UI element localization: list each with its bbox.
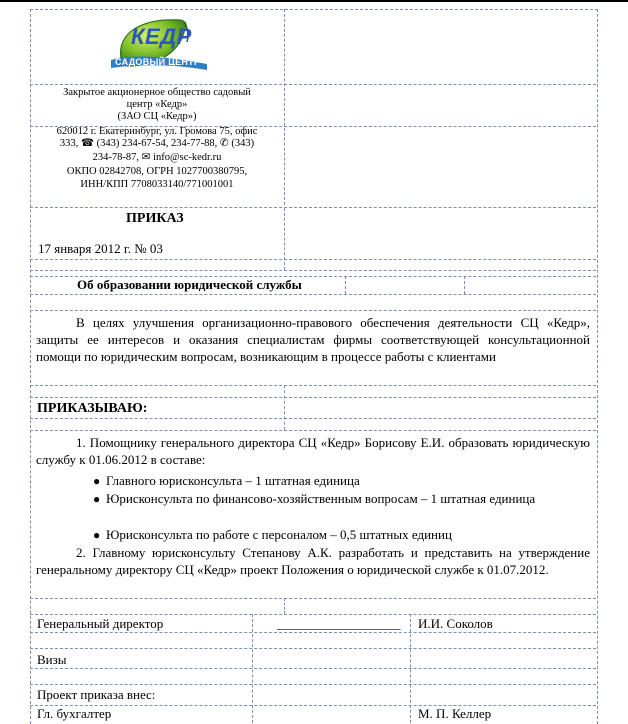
grid-line (30, 310, 596, 311)
company-name-line3: (ЗАО СЦ «Кедр») (117, 111, 197, 122)
director-name: И.И. Соколов (418, 616, 493, 631)
grid-line (284, 598, 285, 614)
order-item-2: 2. Главному юрисконсульту Степанову А.К. разработать и представить на утверждение генеральному директору СЦ «Кедр» проект Положения о юридической службе к 01.07.2012. (36, 545, 590, 577)
grid-line (30, 207, 596, 208)
order-date-number: 17 января 2012 г. № 03 (38, 241, 163, 256)
grid-line (30, 684, 596, 685)
grid-line (30, 705, 596, 706)
top-rule (0, 0, 628, 2)
grid-line (30, 270, 596, 271)
bullet-marker: ● (93, 492, 101, 506)
grid-line (30, 84, 596, 85)
grid-line (345, 276, 346, 294)
accountant-name: М. П. Келлер (418, 706, 492, 721)
company-name-line1: Закрытое акционерное общество садовый (63, 87, 251, 98)
grid-line (464, 276, 465, 294)
grid-line (30, 648, 596, 649)
grid-line (30, 418, 596, 419)
grid-line (30, 385, 596, 386)
visas-label: Визы (37, 652, 67, 667)
proposer-label: Проект приказа внес: (37, 687, 156, 702)
logo-name: КЕДР (131, 24, 192, 49)
bullet-marker: ● (93, 528, 101, 542)
grid-line (284, 9, 285, 205)
accountant-label: Гл. бухгалтер (37, 706, 112, 721)
grid-line (30, 430, 596, 431)
grid-line (284, 385, 285, 430)
grid-line (30, 668, 596, 669)
order-bullet-2: Юрисконсульта по финансово-хозяйственным вопросам – 1 штатная единица (106, 491, 536, 506)
order-title: ПРИКАЗ (126, 211, 184, 226)
company-name-line2: центр «Кедр» (126, 99, 188, 110)
company-address-line2: 333, ☎ (343) 234-67-54, 234-77-88, ✆ (343) (59, 138, 255, 149)
company-logo (103, 14, 213, 74)
company-address-line3: 234-78-87, ✉ info@sc-kedr.ru (92, 152, 222, 163)
order-bullet-1: Главного юрисконсульта – 1 штатная единица (106, 473, 360, 488)
grid-line (30, 397, 596, 398)
company-codes-line2: ИНН/КПП 7708033140/771001001 (80, 179, 234, 190)
grid-line (30, 259, 596, 260)
grid-line (30, 632, 596, 633)
logo-subtitle: САДОВЫЙ ЦЕНТР (115, 57, 201, 67)
director-label: Генеральный директор (37, 616, 164, 631)
order-bullet-3: Юрисконсульта по работе с персоналом – 0,5 штатных единиц (106, 527, 452, 542)
order-command: ПРИКАЗЫВАЮ: (37, 401, 148, 416)
company-codes-line1: ОКПО 02842708, ОГРН 1027700380795, (66, 166, 248, 177)
grid-line (30, 294, 596, 295)
order-preamble: В целях улучшения организационно-правового обеспечения деятельности СЦ «Кедр», защиты ее интересов и оказания специалистам фирмы соответствующей консультационной помощи по юридическим вопросам, возникающим в процессе работы с клиентами (36, 315, 590, 364)
grid-line (284, 208, 285, 270)
grid-line (30, 614, 596, 615)
director-signature-line: ___________________ (277, 616, 401, 631)
order-item-1: 1. Помощнику генерального директора СЦ «Кедр» Борисову Е.И. образовать юридическую службу к 01.06.2012 в составе: (36, 435, 590, 467)
order-subject: Об образовании юридической службы (77, 277, 302, 292)
bullet-marker: ● (93, 474, 101, 488)
company-address-line1: 620012 г. Екатеринбург, ул. Громова 75, офис (56, 126, 258, 137)
grid-line (30, 598, 596, 599)
